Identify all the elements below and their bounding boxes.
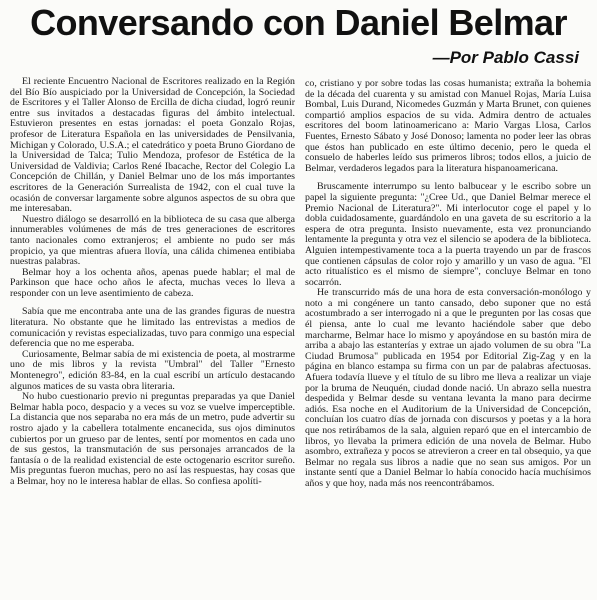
paragraph: Nuestro diálogo se desarrolló en la biblioteca de su casa que alberga innumerables volúmenes de más de tres generaciones de escritores tanto nacionales como extranjeros; el ambiente no pudo ser más propicio, ya que mientras afuera llovía, una cálida chimenea entibiaba nuestras palabras.	[10, 213, 295, 268]
paragraph: Bruscamente interrumpo su lento balbucear y le escribo sobre un papel la siguiente pregunta: "¿Cree Ud., que Daniel Belmar merece el Premio Nacional de Literatura?". Mi interlocutor coge el papel y lo dobla cuidadosamente, guardándolo en una gaveta de su escritorio a la espera de otra pregunta. Insisto nuevamente, esta vez pronunciando lentamente la pregunta y otra vez el silencio se apodera de la biblioteca. Alguien intempestivamente toca a la puerta trayendo un par de frascos que contienen cápsulas de color rojo y amarillo y un vaso de agua. "El acto ritualístico es el mismo de siempre", concluye Belmar en tono socarrón.	[305, 181, 591, 288]
paragraph: He transcurrido más de una hora de esta conversación-monólogo y noto a mi congénere un tanto cansado, debo suponer que no está acostumbrado a ser interrogado ni a que le pregunten por las cosas que él piensa, ante lo cual me levanto haciéndole saber que debo marcharme, Belmar hace lo mismo y apoyándose en su bastón mira de arriba a abajo las estanterías y extrae un ajado volumen de su obra "La Ciudad Brumosa" publicada en 1954 por Editorial Zig-Zag y en la página en blanco estampa su firma con un par de palabras afectuosas. Afuera todavía llueve y el título de su libro me lleva a realizar un viaje por la bruma de Neuquén, ciudad donde nació. Un abrazo sella nuestra despedida y Belmar desde su ventana levanta la mano para decirme adiós. Esa noche en el Auditorium de la Universidad de Concepción, concluían los cuatro días de jornada con discursos y poetas y a la hora que nos retirábamos de la sala, alguien reparó que en el intercambio de libros, yo llevaba la primera edición de una novela de Belmar. Hubo asombro, extrañeza y pocos se atrevieron a creer en tal obsequio, ya que Belmar no regala sus libros a nadie que no sean sus amigos. Por un instante sentí que a Daniel Belmar lo había conocido hacía muchísimos años y que hoy, nada más nos reencontrábamos.	[305, 287, 591, 489]
article-byline: —Por Pablo Cassi	[432, 48, 579, 67]
left-column	[10, 77, 295, 599]
paragraph: No hubo cuestionario previo ni preguntas preparadas ya que Daniel Belmar habla poco, despacio y a veces su voz se vuelve imperceptible. La distancia que nos separaba no era más de un metro, pude advertir su rostro ajado y la cabellera totalmente encanecida, sus ojos diminutos cubiertos por un grueso par de lentes, sentí por momentos en cada uno de sus gestos, la transmutación de sus personajes arrancados de la fantasía o de la realidad existencial de este octogenario escritor sureño. Mis preguntas fueron muchas, pero no así las respuestas, hay cosas que a Belmar, hoy no le interesa hablar de ellas. So confiesa apolíti-	[10, 391, 295, 487]
right-column	[305, 79, 591, 601]
paragraph: co, cristiano y por sobre todas las cosas humanista; extraña la bohemia de la década del cuarenta y su amistad con Manuel Rojas, María Luisa Bombal, Luis Durand, Nicomedes Guzmán y Marta Brunet, con quienes compartió amplios espacios de su vida. Admira dentro de actuales escritores del boom latinoamericano a: Mario Vargas Llosa, Carlos Fuentes, Ernesto Sábato y José Donoso; lamenta no poder leer las obras que éstos han publicado en este último decenio, pero le queda el consuelo de haberles leído sus primeros libros; todos ellos, a juicio de Belmar, verdaderos legados para la literatura hispanoamericana.	[305, 79, 591, 174]
article-title: Conversando con Daniel Belmar	[30, 2, 567, 43]
paragraph: El reciente Encuentro Nacional de Escritores realizado en la Región del Bío Bío auspiciado por la Universidad de Concepción, la Sociedad de Escritores y el Taller Alonso de Ercilla de dicha ciudad, logró reunir entre sus invitados a destacadas figuras del ámbito intelectual. Estuvieron presentes en estas jornadas: el poeta Gonzalo Rojas, profesor de Literatura Española en las universidades de Pensilvania, Michigan y Colorado, U.S.A.; el catedrático y poeta Bruno Giordano de la Universidad de Talca; Tulio Mendoza, profesor de Estética de la Universidad de Valdivia; Carlos René Ibacache, Rector del Colegio La Concepción de Chillán, y Daniel Belmar uno de los más importantes escritores de la Generación Surrealista de 1942, con el cual tuve la ocasión de conversar largamente sobre algunos aspectos de su obra que me interesaban.	[10, 77, 295, 215]
paragraph: Sabía que me encontraba ante una de las grandes figuras de nuestra literatura. No obstante que he limitado las entrevistas a medios de comunicación y revistas especializadas, tuvo para conmigo una especial deferencia que no me esperaba.	[10, 306, 295, 350]
paragraph: Belmar hoy a los ochenta años, apenas puede hablar; el mal de Parkinson que hace ocho años le afecta, muchas veces lo lleva a responder con un leve asentimiento de cabeza.	[10, 266, 295, 299]
paragraph: Curiosamente, Belmar sabía de mi existencia de poeta, al mostrarme uno de mis libros y la revista "Umbral" del Taller "Ernesto Montenegro", edición 83-84, en la cual escribí un artículo destacando algunos matices de su vasta obra literaria.	[10, 348, 295, 392]
